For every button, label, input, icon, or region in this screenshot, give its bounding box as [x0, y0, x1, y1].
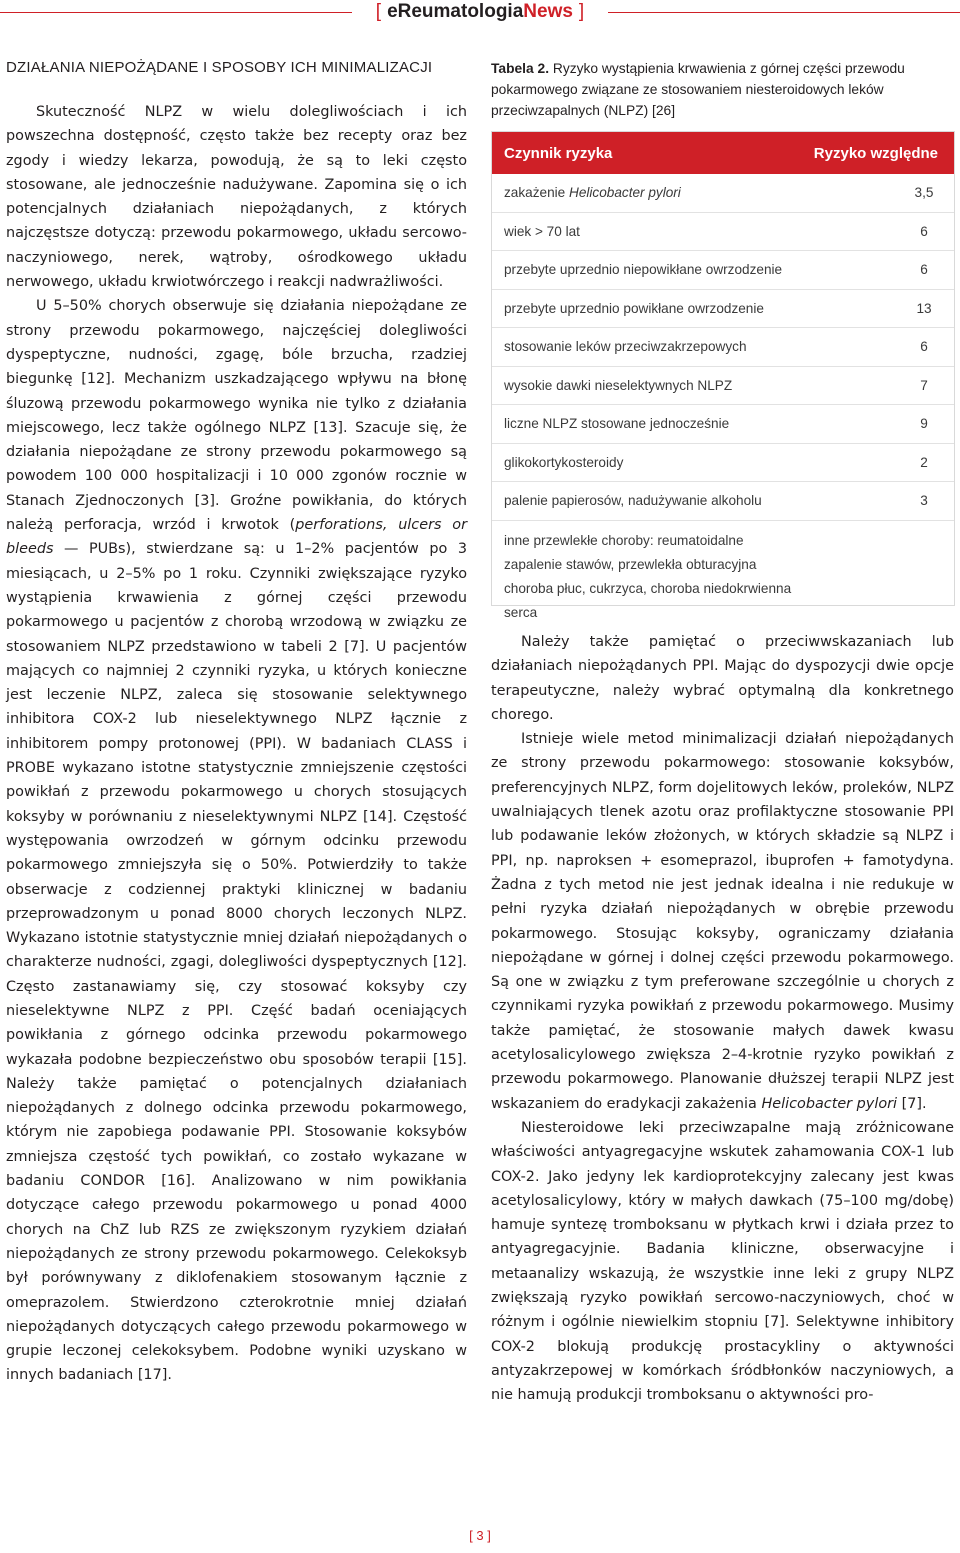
table-row — [492, 213, 954, 252]
risk-factor-cell: inne przewlekłe choroby: reumatoidalne zapalenie stawów, przewlekła obturacyjna choroba płuc, cukrzyca, choroba niedokrwienna serca — [504, 532, 792, 620]
brand-name-part1: eReumatologia — [387, 1, 524, 22]
table-row — [492, 251, 954, 290]
relative-risk-cell: 6 — [920, 262, 928, 278]
risk-factor-cell: wiek > 70 lat — [504, 223, 580, 239]
left-column — [6, 56, 467, 1388]
table-row — [492, 444, 954, 483]
column-header-factor: Czynnik ryzyka — [504, 144, 613, 162]
table-row — [492, 482, 954, 521]
brand-bracket-close: ] — [578, 1, 585, 22]
risk-factor-cell: zakażenie Helicobacter pylori — [504, 185, 681, 201]
page-number: [ 3 ] — [469, 1528, 491, 1543]
risk-factor-cell: wysokie dawki nieselektywnych NLPZ — [504, 377, 733, 393]
table-row — [492, 367, 954, 406]
table-caption-text: Ryzyko wystąpienia krwawienia z górnej części przewodu pokarmowego związane ze stosowaniem niesteroidowych leków przeciwzapalnych (NLPZ) [26] — [491, 61, 905, 118]
risk-factor-cell: liczne NLPZ stosowane jednocześnie — [504, 416, 730, 432]
brand-name-part2: News — [523, 1, 573, 22]
table-row — [492, 328, 954, 367]
header-rule-right — [608, 12, 960, 13]
risk-factor-cell: przebyte uprzednio niepowikłane owrzodzenie — [504, 262, 783, 278]
table-caption-label: Tabela 2. — [491, 61, 550, 76]
relative-risk-cell: 3,5 — [914, 185, 934, 201]
header-rule-left — [0, 12, 352, 13]
section-title: DZIAŁANIA NIEPOŻĄDANE I SPOSOBY ICH MINIMALIZACJI — [6, 59, 433, 76]
table-caption — [491, 58, 957, 121]
italic-term: Helicobacter pylori — [761, 1095, 898, 1112]
table-row — [492, 405, 954, 444]
relative-risk-cell: 7 — [920, 377, 928, 393]
risk-table — [491, 131, 955, 620]
column-header-risk: Ryzyko względne — [813, 144, 938, 162]
brand-bracket-open: [ — [375, 1, 382, 22]
risk-factor-cell: stosowanie leków przeciwzakrzepowych — [504, 339, 747, 355]
risk-factor-cell: glikokortykosteroidy — [504, 454, 624, 470]
body-paragraph-4: Istnieje wiele metod minimalizacji działań niepożądanych ze strony przewodu pokarmowego: stosowanie koksybów, preferencyjnych NLPZ, form dojelitowych leków, proleków, NLPZ uwalniających tlenek azotu oraz profilaktyczne stosowanie PPI lub podawanie leków złożonych, w których składzie są NLPZ i PPI, np. naproksen + esomeprazol, ibuprofen + famotydyna. Żadna z tych metod nie jest jednak idealna i nie redukuje w pełni ryzyka działań niepożądanych w obrębie przewodu pokarmowego. Stosując koksyby, ograniczamy działania niepożądane w górnej i dolnej części przewodu pokarmowego. Są one w związku z tym preferowane szczególnie u chorych z czynnikami ryzyka powikłań z przewodu pokarmowego. Musimy także pamiętać, że stosowanie małych dawek kwasu acetylosalicylowego zwiększa 2–4-krotnie ryzyko powikłań z przewodu pokarmowego. Planowanie dłuższej terapii NLPZ jest wskazaniem do eradykacji zakażenia Helicobacter pylori [7]. — [491, 731, 954, 1112]
risk-factor-cell: przebyte uprzednio powikłane owrzodzenie — [504, 300, 764, 316]
relative-risk-cell: 2 — [920, 454, 928, 470]
relative-risk-cell: 9 — [920, 416, 928, 432]
relative-risk-cell: 13 — [916, 300, 932, 316]
relative-risk-cell: 3 — [920, 493, 928, 509]
table-row — [492, 290, 954, 329]
table-row — [492, 174, 954, 213]
relative-risk-cell: 6 — [920, 339, 928, 355]
relative-risk-cell: 6 — [920, 223, 928, 239]
table-header-row — [492, 132, 954, 174]
relative-risk-cell — [804, 521, 920, 536]
body-paragraph-5: Niesteroidowe leki przeciwzapalne mają zróżnicowane właściwości antyagregacyjne wskutek zahamowania COX-1 lub COX-2. Jako jedyny lek kardioprotekcyjny zalecany jest kwas acetylosalicylowy, który w małych dawkach (75–100 mg/dobę) hamuje syntezę tromboksanu w płytkach krwi i działa przez to antyagregacyjnie. Badania kliniczne, obserwacyjne i metaanalizy wskazują, że wszystkie inne leki z grupy NLPZ zwiększają ryzyko powikłań sercowo-naczyniowych, choć w różnym i ogólnie niewielkim stopniu [7]. Selektywne inhibitory COX-2 blokują produkcję prostacykliny o aktywności antyzakrzepowej w komórkach śródbłonków naczyniowych, a nie hamują produkcji tromboksanu o aktywności pro- — [491, 1119, 954, 1404]
body-paragraph-1: Skuteczność NLPZ w wielu dolegliwościach i ich powszechna dostępność, często także bez recepty oraz bez zgody i wiedzy lekarza, powodują, że są to leki często stosowane, ale jednocześnie nadużywane. Zapomina się o ich potencjalnych działaniach niepożądanych, z których najczęstsze dotyczą: przewodu pokarmowego, układu sercowo-naczyniowego, nerek, wątroby, ośrodkowego układu nerwowego, układu krwiotwórczego i reakcji nadwrażliwości. — [6, 104, 467, 291]
italic-term: perforations, ulcers or bleeds — [6, 517, 467, 558]
journal-brand — [352, 0, 608, 24]
body-paragraph-2: U 5–50% chorych obserwuje się działania niepożądane ze strony przewodu pokarmowego, najczęściej dolegliwości dyspeptyczne, nudności, zgagę, bóle brzucha, rzadziej biegunkę [12]. Mechanizm uszkadzającego wpływu na błonę śluzową przewodu pokarmowego wynika nie tylko z działania miejscowego, lecz także ogólnego NLPZ [13]. Szacuje się, że działania niepożądane ze strony przewodu pokarmowego są powodem 100 000 hospitalizacji i 10 000 zgonów rocznie w Stanach Zjednoczonych [3]. Groźne powikłania, do których należą perforacja, wrzód i krwotok (perforations, ulcers or bleeds — PUBs), stwierdzane są: u 1–2% pacjentów po 3 miesiącach, u 2–5% po 1 roku. Czynniki zwiększające ryzyko wystąpienia krwawienia z górnej części przewodu pokarmowego u pacjentów z chorobą wrzodową w związku ze stosowaniem NLPZ przedstawiono w tabeli 2 [7]. U pacjentów mających co najmniej 2 czynniki ryzyka, u których konieczne jest leczenie NLPZ, zaleca się stosowanie selektywnego inhibitora COX-2 lub nieselektywnego NLPZ łącznie z inhibitorem pompy protonowej (PPI). W badaniach CLASS i PROBE wykazano istotne statystycznie zmniejszenie częstości powikłań z przewodu pokarmowego u chorych stosujących koksyby w porównaniu z nieselektywnymi NLPZ [14]. Częstość występowania owrzodzeń w górnym odcinku przewodu pokarmowego zmniejszyła się o 50%. Potwierdziły to także obserwacje z codziennej praktyki klinicznej w badaniu przeprowadzonym u ponad 8000 chorych leczonych NLPZ. Wykazano istotnie statystycznie mniej działań niepożądanych o charakterze nudności, zgagi, dolegliwości dyspeptycznych [12]. Często zastanawiamy się, czy stosować koksyby czy nieselektywne NLPZ z PPI. Część badań oceniających powikłania z górnego odcinka przewodu pokarmowego wykazała podobne bezpieczeństwo obu sposobów terapii [15]. Należy także pamiętać o potencjalnych działaniach niepożądanych z dolnego odcinka przewodu pokarmowego, którym nie zapobiega podawanie PPI. Stosowanie koksybów zmniejsza częstość tych powikłań, co zostało wykazane w badaniu CONDOR [16]. Analizowano w nim powikłania dotyczące całego przewodu pokarmowego u ponad 4000 chorych na ChZ lub RZS ze zwiększonym ryzykiem działań niepożądanych ze strony przewodu pokarmowego. Celekoksyb był porównywany z diklofenakiem stosowanym łącznie z omeprazolem. Stwierdzono czterokrotnie mniej działań niepożądanych dotyczących całego przewodu pokarmowego w grupie leczonej celekoksybem. Podobne wyniki uzyskano w innych badaniach [17]. — [6, 298, 467, 1384]
page-header — [0, 0, 960, 26]
body-paragraph-3: Należy także pamiętać o przeciwwskazaniach lub działaniach niepożądanych PPI. Mając do dyspozycji dwie opcje terapeutyczne, należy wybrać optymalną dla konkretnego chorego. — [491, 634, 954, 723]
table-row — [492, 521, 954, 620]
right-column — [491, 630, 954, 1408]
risk-factor-cell: palenie papierosów, nadużywanie alkoholu — [504, 493, 762, 509]
